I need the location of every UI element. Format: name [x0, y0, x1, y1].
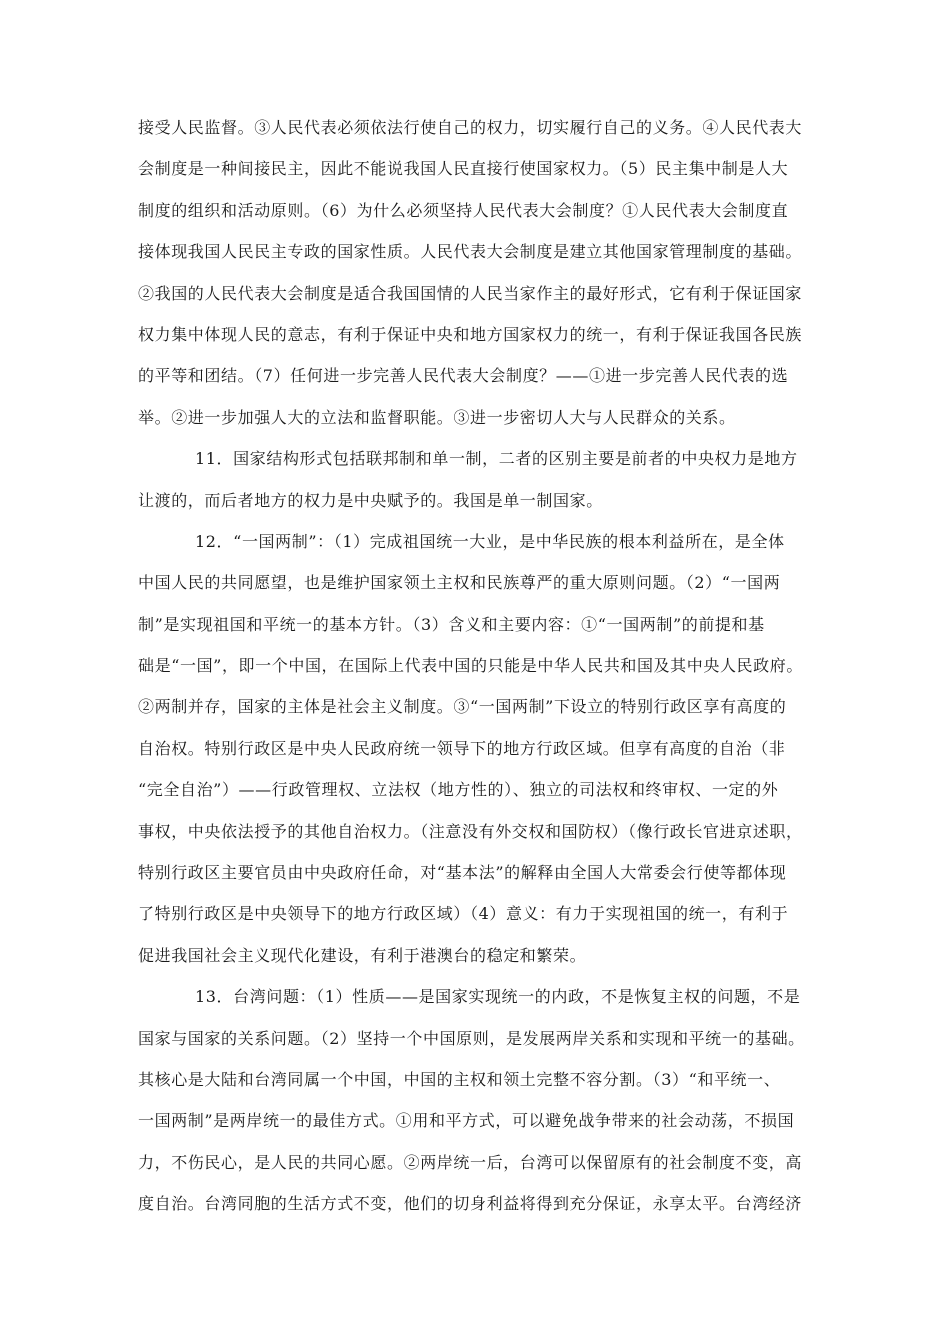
document-body [138, 118, 812, 1236]
text-line: 了特别行政区是中央领导下的地方行政区域）（4）意义：有力于实现祖国的统一，有利于 [138, 904, 789, 924]
text-line: 制”是实现祖国和平统一的基本方针。（3）含义和主要内容：①“一国两制”的前提和基 [138, 614, 765, 634]
text-line: 一国两制”是两岸统一的最佳方式。①用和平方式，可以避免战争带来的社会动荡，不损国 [138, 1111, 795, 1131]
text-line: 特别行政区主要官员由中央政府任命，对“基本法”的解释由全国人大常委会行使等都体现 [138, 863, 787, 883]
text-line: 接受人民监督。③人民代表必须依法行使自己的权力，切实履行自己的义务。④人民代表大 [138, 118, 803, 137]
text-line: 接体现我国人民民主专政的国家性质。人民代表大会制度是建立其他国家管理制度的基础。 [138, 242, 803, 262]
text-line: 促进我国社会主义现代化建设，有利于港澳台的稳定和繁荣。 [138, 945, 587, 965]
text-line: 国家与国家的关系问题。（2）坚持一个中国原则，是发展两岸关系和实现和平统一的基础。 [138, 1028, 805, 1048]
text-line: 会制度是一种间接民主，因此不能说我国人民直接行使国家权力。（5）民主集中制是人大 [138, 159, 789, 179]
text-line: 础是“一国”，即一个中国，在国际上代表中国的只能是中华人民共和国及其中央人民政府。 [138, 656, 803, 676]
text-line: 力，不伤民心，是人民的共同心愿。②两岸统一后，台湾可以保留原有的社会制度不变，高 [138, 1152, 803, 1172]
text-line: 中国人民的共同愿望，也是维护国家领土主权和民族尊严的重大原则问题。（2）“一国两 [138, 573, 781, 593]
text-line: 11．国家结构形式包括联邦制和单一制，二者的区别主要是前者的中央权力是地方 [195, 449, 798, 469]
text-line: 权力集中体现人民的意志，有利于保证中央和地方国家权力的统一，有利于保证我国各民族 [138, 324, 803, 344]
text-line: 举。②进一步加强人大的立法和监督职能。③进一步密切人大与人民群众的关系。 [138, 407, 736, 427]
text-line: 13．台湾问题：（1）性质——是国家实现统一的内政，不是恢复主权的问题，不是 [195, 987, 801, 1007]
text-line: “完全自治”）——行政管理权、立法权（地方性的）、独立的司法权和终审权、一定的外 [138, 780, 779, 800]
text-line: ②两制并存，国家的主体是社会主义制度。③“一国两制”下设立的特别行政区享有高度的 [138, 697, 787, 717]
text-line: 12．“一国两制”：（1）完成祖国统一大业，是中华民族的根本利益所在，是全体 [195, 531, 785, 551]
text-line: 让渡的，而后者地方的权力是中央赋予的。我国是单一制国家。 [138, 490, 603, 510]
text-line: 其核心是大陆和台湾同属一个中国，中国的主权和领土完整不容分割。（3）“和平统一、 [138, 1069, 781, 1089]
text-line: 制度的组织和活动原则。（6）为什么必须坚持人民代表大会制度？①人民代表大会制度直 [138, 200, 789, 220]
text-line: 度自治。台湾同胞的生活方式不变，他们的切身利益将得到充分保证，永享太平。台湾经济 [138, 1194, 803, 1214]
text-line: ②我国的人民代表大会制度是适合我国国情的人民当家作主的最好形式，它有利于保证国家 [138, 283, 803, 303]
text-line: 的平等和团结。（7）任何进一步完善人民代表大会制度？——①进一步完善人民代表的选 [138, 366, 789, 386]
text-line: 事权，中央依法授予的其他自治权力。（注意没有外交权和国防权）（像行政长官进京述职， [138, 821, 803, 841]
text-line: 自治权。特别行政区是中央人民政府统一领导下的地方行政区域。但享有高度的自治（非 [138, 738, 786, 758]
